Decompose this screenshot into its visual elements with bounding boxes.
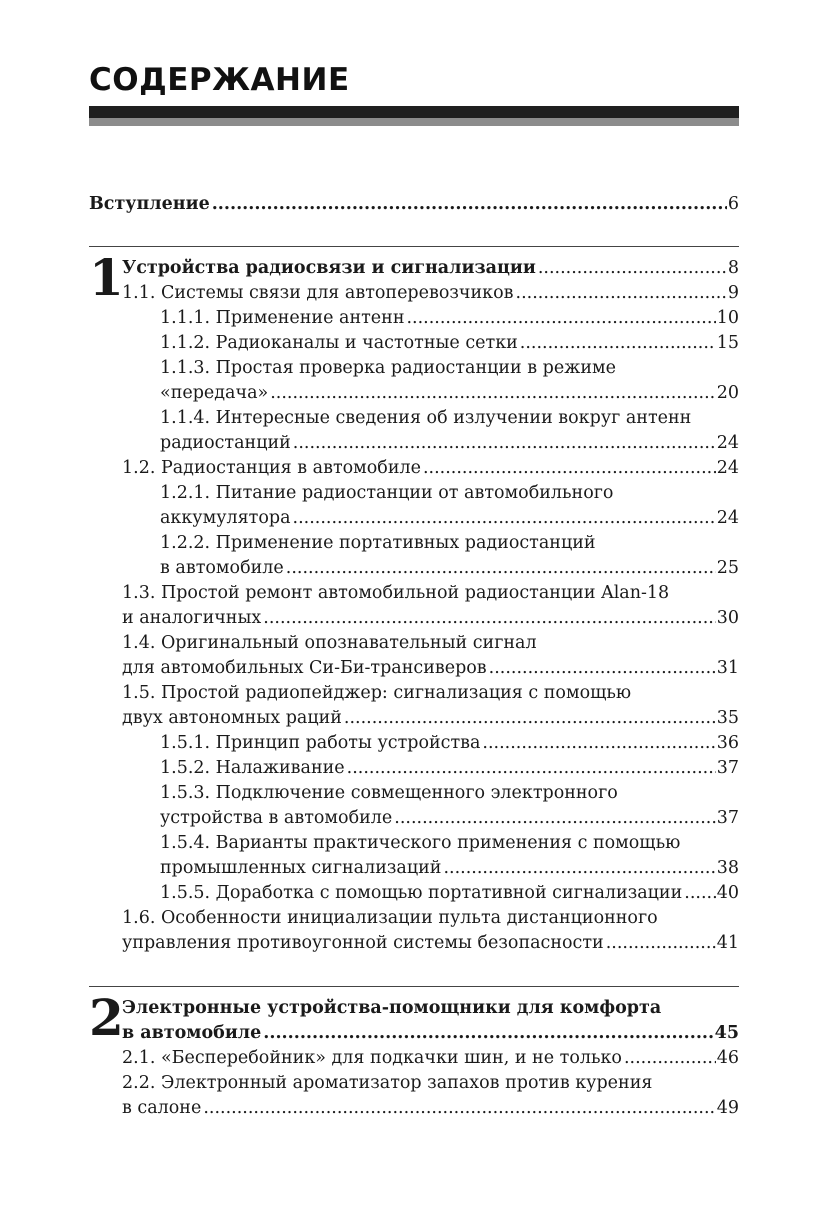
toc-entry-1-1[interactable] xyxy=(122,281,739,306)
entry-title: 1.1.1. Применение антенн xyxy=(160,308,405,328)
entry-title: Устройства радиосвязи и сигнализации xyxy=(122,258,536,278)
toc-entry-1-5-5[interactable] xyxy=(160,881,739,906)
entry-title: 1.1.4. Интересные сведения об излучении вокруг антенн xyxy=(160,408,692,428)
dot-leader xyxy=(520,331,716,356)
entry-title: 1.1.3. Простая проверка радиостанции в режиме xyxy=(160,358,616,378)
toc-entry-2-2[interactable] xyxy=(122,1071,739,1121)
chapter-2-number: 2 xyxy=(89,988,124,1047)
entry-title-cont: радиостанций xyxy=(160,433,291,453)
entry-title: 1.4. Оригинальный опознавательный сигнал xyxy=(122,633,537,653)
page-number: 8 xyxy=(727,258,739,278)
entry-title: Вступление xyxy=(89,194,210,214)
title-bar-dark xyxy=(89,106,739,118)
entry-title: 2.2. Электронный ароматизатор запахов против курения xyxy=(122,1073,653,1093)
page-number: 15 xyxy=(716,333,739,353)
page-number: 24 xyxy=(716,508,739,528)
toc-entry-1-5[interactable] xyxy=(122,681,739,731)
entry-title-cont: управления противоугонной системы безопасности xyxy=(122,933,604,953)
entry-title: 1.5.3. Подключение совмещенного электронного xyxy=(160,783,618,803)
entry-title: 1.6. Особенности инициализации пульта дистанционного xyxy=(122,908,658,928)
page-number: 24 xyxy=(716,458,739,478)
entry-title: 1.1. Системы связи для автоперевозчиков xyxy=(122,283,514,303)
page-number: 36 xyxy=(716,733,739,753)
toc-entry-2-1[interactable] xyxy=(122,1046,739,1071)
dot-leader xyxy=(624,1046,716,1071)
toc-entry-1-5-4[interactable] xyxy=(160,831,739,881)
dot-leader xyxy=(270,381,716,406)
entry-title-cont: двух автономных раций xyxy=(122,708,342,728)
page-number: 25 xyxy=(716,558,739,578)
toc-entry-1-3[interactable] xyxy=(122,581,739,631)
entry-title: 1.2. Радиостанция в автомобиле xyxy=(122,458,421,478)
toc-entry-1-1-4[interactable] xyxy=(160,406,739,456)
page-number: 37 xyxy=(716,808,739,828)
toc-entry-1-5-1[interactable] xyxy=(160,731,739,756)
page-number: 20 xyxy=(716,383,739,403)
toc-entry-1-6[interactable] xyxy=(122,906,739,956)
entry-title-cont: в автомобиле xyxy=(122,1023,262,1043)
toc-entry-1-4[interactable] xyxy=(122,631,739,681)
dot-leader xyxy=(406,306,715,331)
entry-title: 1.5.2. Налаживание xyxy=(160,758,345,778)
entry-title: 1.2.1. Питание радиостанции от автомобильного xyxy=(160,483,614,503)
dot-leader xyxy=(489,656,716,681)
entry-title-cont: устройства в автомобиле xyxy=(160,808,393,828)
toc-chapter-2-title[interactable] xyxy=(122,996,739,1046)
toc-entry-1-5-3[interactable] xyxy=(160,781,739,831)
chapter-2-rule xyxy=(89,986,739,987)
dot-leader xyxy=(344,706,716,731)
entry-title: 1.5.5. Доработка с помощью портативной сигнализации xyxy=(160,883,683,903)
page-title: СОДЕРЖАНИЕ xyxy=(89,62,350,98)
entry-title-cont: «передача» xyxy=(160,383,269,403)
page-number: 30 xyxy=(716,608,739,628)
toc-entry-intro[interactable] xyxy=(89,192,739,217)
toc-entry-1-2-2[interactable] xyxy=(160,531,739,581)
dot-leader xyxy=(606,931,716,956)
entry-title: 1.5.1. Принцип работы устройства xyxy=(160,733,481,753)
dot-leader xyxy=(443,856,715,881)
toc-entry-1-5-2[interactable] xyxy=(160,756,739,781)
toc-entry-1-1-3[interactable] xyxy=(160,356,739,406)
dot-leader xyxy=(293,431,716,456)
entry-title: 1.1.2. Радиоканалы и частотные сетки xyxy=(160,333,518,353)
chapter-1-number: 1 xyxy=(89,248,124,307)
entry-title-cont: в автомобиле xyxy=(160,558,284,578)
entry-title: 1.3. Простой ремонт автомобильной радиостанции Alan-18 xyxy=(122,583,670,603)
entry-title: 1.5.4. Варианты практического применения с помощью xyxy=(160,833,681,853)
page-number: 45 xyxy=(714,1023,739,1043)
page-number: 24 xyxy=(716,433,739,453)
page-number: 49 xyxy=(716,1098,739,1118)
entry-title-cont: для автомобильных Си-Би-трансиверов xyxy=(122,658,487,678)
page-number: 31 xyxy=(716,658,739,678)
entry-title: 1.5. Простой радиопейджер: сигнализация с помощью xyxy=(122,683,632,703)
entry-title-cont: промышленных сигнализаций xyxy=(160,858,442,878)
dot-leader xyxy=(212,192,727,217)
page-number: 46 xyxy=(716,1048,739,1068)
dot-leader xyxy=(423,456,716,481)
page-number: 35 xyxy=(716,708,739,728)
dot-leader xyxy=(293,506,716,531)
dot-leader xyxy=(684,881,715,906)
title-bar-gray xyxy=(89,118,739,126)
page-number: 9 xyxy=(727,283,739,303)
dot-leader xyxy=(286,556,716,581)
dot-leader xyxy=(263,1021,713,1046)
dot-leader xyxy=(538,256,727,281)
dot-leader xyxy=(203,1096,715,1121)
entry-title-cont: в салоне xyxy=(122,1098,202,1118)
entry-title: 1.2.2. Применение портативных радиостанций xyxy=(160,533,596,553)
page-number: 37 xyxy=(716,758,739,778)
entry-title: Электронные устройства-помощники для комфорта xyxy=(122,998,662,1018)
entry-title-cont: и аналогичных xyxy=(122,608,262,628)
toc-entry-1-1-2[interactable] xyxy=(160,331,739,356)
entry-title-cont: аккумулятора xyxy=(160,508,291,528)
toc-entry-1-2[interactable] xyxy=(122,456,739,481)
page-number: 41 xyxy=(716,933,739,953)
page-number: 38 xyxy=(716,858,739,878)
toc-entry-1-2-1[interactable] xyxy=(160,481,739,531)
chapter-1-rule xyxy=(89,246,739,247)
page-number: 10 xyxy=(716,308,739,328)
dot-leader xyxy=(516,281,727,306)
dot-leader xyxy=(394,806,715,831)
dot-leader xyxy=(347,756,716,781)
toc-chapter-1-title[interactable] xyxy=(122,256,739,281)
entry-title: 2.1. «Бесперебойник» для подкачки шин, и не только xyxy=(122,1048,622,1068)
dot-leader xyxy=(263,606,715,631)
toc-entry-1-1-1[interactable] xyxy=(160,306,739,331)
page-number: 6 xyxy=(727,194,739,214)
dot-leader xyxy=(482,731,715,756)
page-number: 40 xyxy=(716,883,739,903)
